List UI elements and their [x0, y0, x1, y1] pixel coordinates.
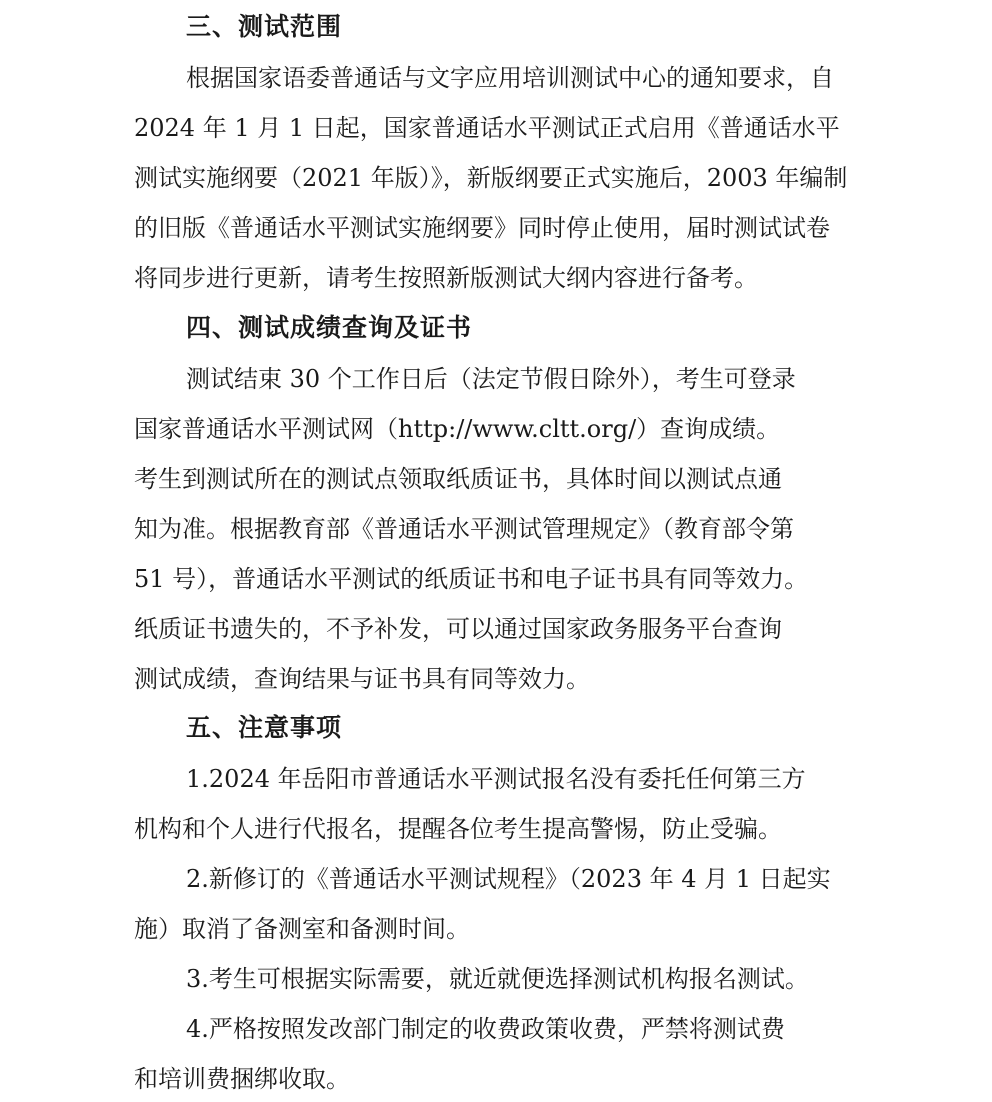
section-heading-scope: 三、测试范围 — [186, 12, 343, 41]
paragraph-line: 的旧版《普通话水平测试实施纲要》同时停止使用，届时测试试卷 — [134, 214, 830, 242]
note-item-2: 2.新修订的《普通话水平测试规程》（2023 年 4 月 1 日起实 — [186, 865, 831, 893]
note-item-1: 1.2024 年岳阳市普通话水平测试报名没有委托任何第三方 — [186, 765, 806, 793]
section-heading-notes: 五、注意事项 — [186, 713, 343, 742]
paragraph-line: 根据国家语委普通话与文字应用培训测试中心的通知要求，自 — [186, 64, 834, 92]
note-item-3: 3.考生可根据实际需要，就近就便选择测试机构报名测试。 — [186, 965, 809, 993]
paragraph-line: 测试结束 30 个工作日后（法定节假日除外），考生可登录 — [186, 365, 796, 393]
paragraph-line-with-url: 国家普通话水平测试网（http://www.cltt.org/）查询成绩。 — [134, 415, 781, 443]
note-item-4: 4.严格按照发改部门制定的收费政策收费，严禁将测试费 — [186, 1015, 785, 1043]
paragraph-line: 测试实施纲要（2021 年版）》，新版纲要正式实施后，2003 年编制 — [134, 164, 848, 192]
section-heading-score-certificate: 四、测试成绩查询及证书 — [186, 313, 473, 342]
paragraph-line: 将同步进行更新，请考生按照新版测试大纲内容进行备考。 — [134, 264, 758, 292]
paragraph-line: 考生到测试所在的测试点领取纸质证书，具体时间以测试点通 — [134, 465, 782, 493]
note-item-1-continued: 机构和个人进行代报名，提醒各位考生提高警惕，防止受骗。 — [134, 815, 782, 843]
paragraph-line: 测试成绩，查询结果与证书具有同等效力。 — [134, 665, 590, 693]
note-item-4-continued: 和培训费捆绑收取。 — [134, 1065, 350, 1093]
paragraph-line: 纸质证书遗失的，不予补发，可以通过国家政务服务平台查询 — [134, 615, 782, 643]
note-item-2-continued: 施）取消了备测室和备测时间。 — [134, 915, 470, 943]
paragraph-line: 知为准。根据教育部《普通话水平测试管理规定》（教育部令第 — [134, 515, 794, 543]
paragraph-line: 2024 年 1 月 1 日起，国家普通话水平测试正式启用《普通话水平 — [134, 114, 840, 142]
paragraph-line: 51 号），普通话水平测试的纸质证书和电子证书具有同等效力。 — [134, 565, 809, 593]
